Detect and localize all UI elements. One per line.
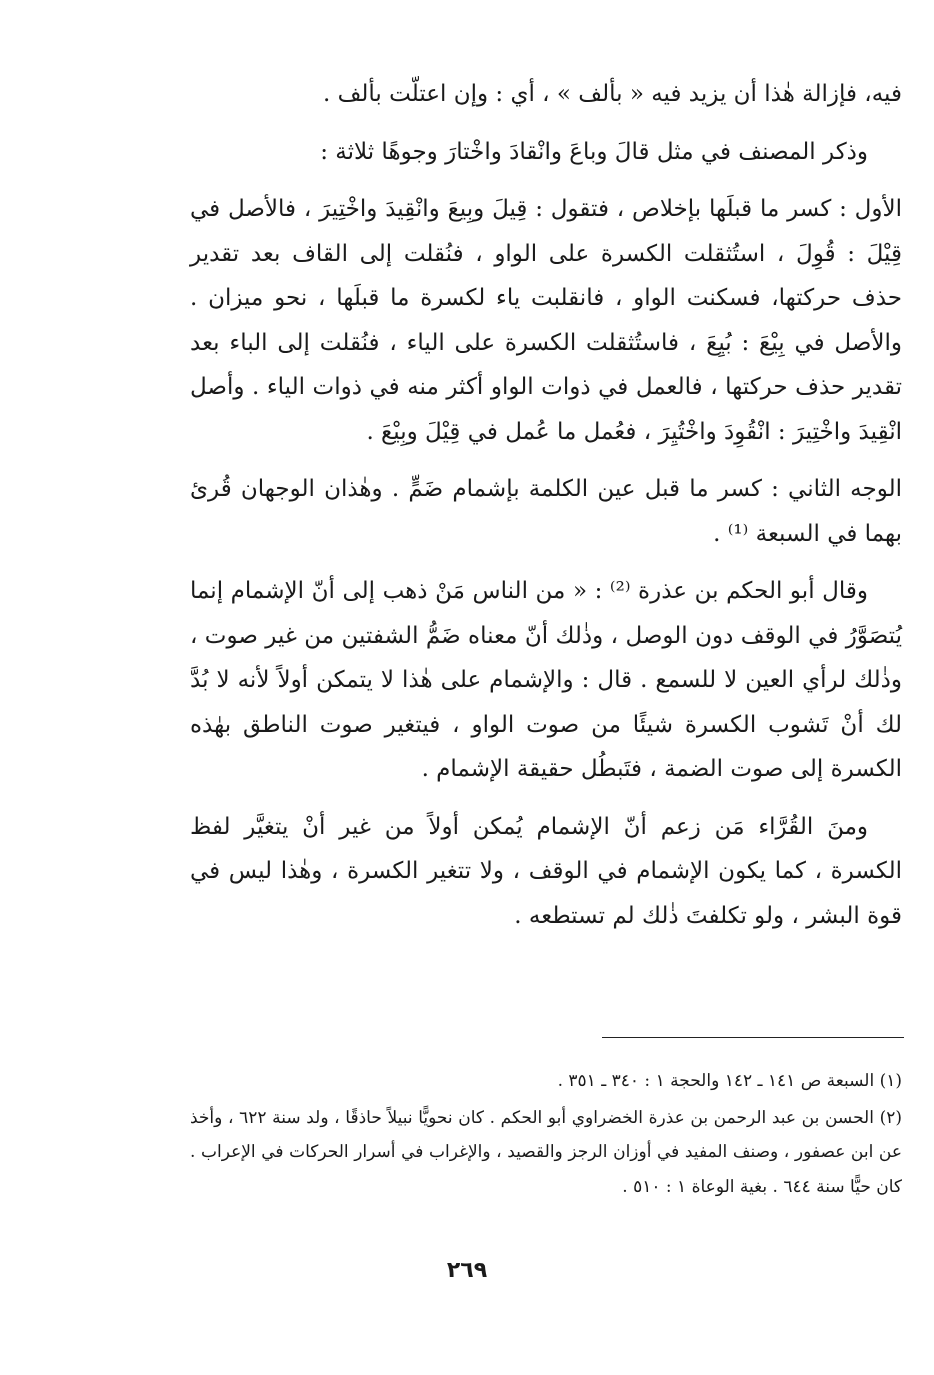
footnotes [190,1064,902,1206]
footnote-1: (١) السبعة ص ١٤١ ـ ١٤٢ والحجة ١ : ٣٤٠ ـ ٣٥١ . [557,1071,902,1091]
paragraph-5: وقال أبو الحكم بن عذرة ⁽²⁾ : « من الناس مَنْ ذهب إلى أنّ الإشمام إنما يُتصَوَّرُ في الوقف دون الوصل ، وذٰلك أنّ معناه ضَمُّ الشفتين من غير صوت ، وذٰلك لرأي العين لا للسمع . قال : والإشمام على هٰذا لا يتمكن أولاً لأنه لا بُدَّ لك أنْ تَشوب الكسرة شيئًا من صوت الواو ، فيتغير صوت الناطق بهٰذه الكسرة إلى صوت الضمة ، فتَبطُل حقيقة الإشمام . [190,578,902,782]
paragraph-3: الأول : كسر ما قبلَها بإخلاص ، فتقول : قِيلَ وبِيعَ وانْقِيدَ واخْتِيرَ ، فالأصل في قِيْلَ : قُوِلَ ، استُثقلت الكسرة على الواو ، فنُقلت إلى القاف بعد تقدير حذف حركتها، فسكنت الواو ، فانقلبت ياء لكسرة ما قبلَها ، نحو ميزان . والأصل في بِيْعَ : بُيِعَ ، فاستُثقلت الكسرة على الياء ، فنُقلت إلى الباء بعد تقدير حذف حركتها ، فالعمل في ذوات الواو أكثر منه في ذوات الياء . وأصل انْقِيدَ واخْتِيرَ : انْقُوِدَ واخْتُيِرَ ، فعُمل ما عُمل في قِيْلَ وبِيْعَ . [190,196,902,445]
paragraph-2: وذكر المصنف في مثل قالَ وباعَ وانْقادَ واخْتارَ وجوهًا ثلاثة : [320,138,868,165]
paragraph-4: الوجه الثاني : كسر ما قبل عين الكلمة بإشمام ضَمٍّ . وهٰذان الوجهان قُرئ بهما في السبعة ⁽¹⁾ . [190,476,902,547]
paragraph-6: ومنَ القُرَّاء مَن زعم أنّ الإشمام يُمكن أولاً من غير أنْ يتغيَّر لفظ الكسرة ، كما يكون الإشمام في الوقف ، ولا تتغير الكسرة ، وهٰذا ليس في قوة البشر ، ولو تكلفتَ ذٰلك لم تستطعه . [190,813,902,929]
footnote-2: (٢) الحسن بن عبد الرحمن بن عذرة الخضراوي أبو الحكم . كان نحويًّا نبيلاً حاذقًا ، ولد سنة ٦٢٢ ، وأخذ عن ابن عصفور ، وصنف المفيد في أوزان الرجز والقصيد ، والإغراب في أسرار الحركات في الإعراب . كان حيًّا سنة ٦٤٤ . بغية الوعاة ١ : ٥١٠ . [190,1107,902,1197]
paragraph-1: فيه، فإزالة هٰذا أن يزيد فيه « بألف » ، أي : وإن اعتلّت بألف . [322,81,902,107]
main-text [190,72,902,951]
footnote-divider [602,1037,904,1038]
page-number: ٢٦٩ [446,1258,488,1283]
